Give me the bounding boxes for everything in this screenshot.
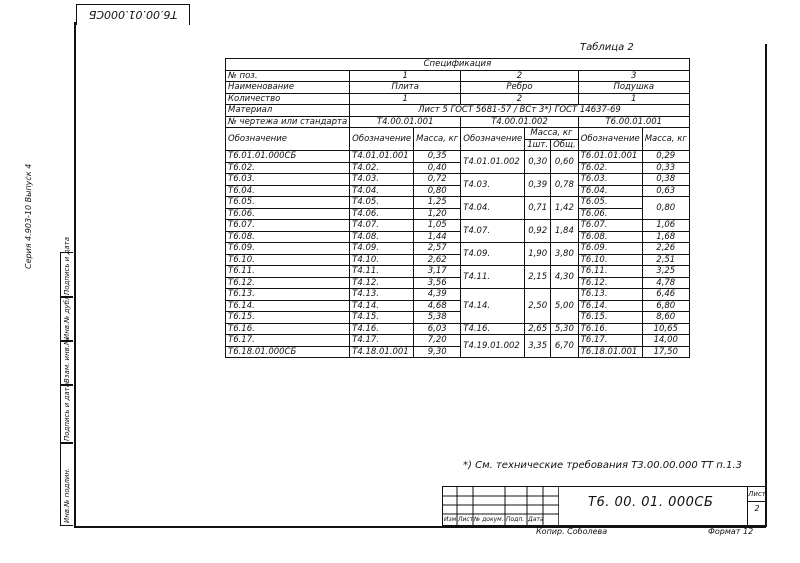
plate-code: Т4.12.: [350, 277, 414, 289]
plate-code: Т4.18.01.001: [350, 346, 414, 358]
plate-code: Т4.09.: [350, 243, 414, 255]
pad-mass: 0,80: [642, 197, 689, 220]
pad-mass: 3,25: [642, 266, 689, 278]
table-row: [226, 266, 690, 278]
side-stamp-box: [60, 442, 73, 526]
table-caption: Таблица 2: [580, 42, 634, 53]
assembly-code: Т6.08.: [226, 231, 350, 243]
plate-mass: 2,62: [414, 254, 461, 266]
pad-mass: 10,65: [642, 323, 689, 335]
title-block-col-label: № докум.: [474, 516, 504, 523]
pad-code: Т6.18.01.001: [578, 346, 642, 358]
title-block: [442, 486, 767, 526]
rib-mass-one: 2,15: [525, 266, 551, 289]
plate-mass: 4,39: [414, 289, 461, 301]
drawing-row-1: Т4.00.01.001: [350, 116, 461, 128]
rib-code: Т4.11.: [461, 266, 525, 289]
plate-code: Т4.16.: [350, 323, 414, 335]
title-block-col-label: Подп.: [506, 516, 525, 523]
pad-mass: 1,06: [642, 220, 689, 232]
plate-mass: 9,30: [414, 346, 461, 358]
sheet-label: Лист: [748, 487, 766, 502]
plate-mass: 6,03: [414, 323, 461, 335]
rib-mass-total: 3,80: [551, 243, 579, 266]
material-row: [226, 105, 690, 117]
frame-bottom: [74, 526, 766, 528]
assembly-code: Т6.04.: [226, 185, 350, 197]
plate-code: Т4.11.: [350, 266, 414, 278]
plate-code: Т4.04.: [350, 185, 414, 197]
pad-mass: 6,46: [642, 289, 689, 301]
spec-table: [225, 58, 690, 358]
rib-mass-total: 5,00: [551, 289, 579, 324]
table-row: [226, 346, 690, 358]
rib-code: Т4.04.: [461, 197, 525, 220]
side-stamp-box: [60, 237, 73, 298]
sheet-number: 2: [754, 504, 760, 513]
rib-code: Т4.09.: [461, 243, 525, 266]
plate-mass: 2,57: [414, 243, 461, 255]
document-code: Т6. 00. 01. 000СБ: [588, 495, 714, 510]
rib-mass-total: 0,78: [551, 174, 579, 197]
rib-mass-one: 0,71: [525, 197, 551, 220]
pos-row-label: № поз.: [226, 70, 350, 82]
frame-right: [765, 44, 767, 527]
rib-code: Т4.07.: [461, 220, 525, 243]
table-row: [226, 231, 690, 243]
table-row: [226, 254, 690, 266]
table-row: [226, 243, 690, 255]
col-pad-mass: Масса, кг: [642, 128, 689, 151]
table-row: [226, 151, 690, 163]
drawing-row-label: № чертежа или стандарта: [226, 116, 350, 128]
pos-row-1: 1: [350, 70, 461, 82]
pad-code: Т6.09.: [578, 243, 642, 255]
footnote: *) См. технические требования Т3.00.00.000 ТТ п.1.3: [463, 460, 742, 471]
frame-left: [74, 22, 76, 527]
drawing-row-2: Т4.00.01.002: [461, 116, 578, 128]
pad-mass: 0,63: [642, 185, 689, 197]
assembly-code: Т6.15.: [226, 312, 350, 324]
rib-mass-total: 6,70: [551, 335, 579, 358]
plate-mass: 0,80: [414, 185, 461, 197]
table-row: [226, 220, 690, 232]
pad-code: Т6.04.: [578, 185, 642, 197]
plate-mass: 3,17: [414, 266, 461, 278]
plate-code: Т4.01.01.001: [350, 151, 414, 163]
rib-mass-total: 0,60: [551, 151, 579, 174]
col-plate-code: Обозначение: [350, 128, 414, 151]
col-pad-code: Обозначение: [578, 128, 642, 151]
column-header-row: [226, 128, 690, 140]
top-stamp: Т6.00.01.000СБ: [76, 4, 190, 25]
pad-code: Т6.15.: [578, 312, 642, 324]
plate-mass: 1,05: [414, 220, 461, 232]
table-row: [226, 185, 690, 197]
plate-mass: 1,20: [414, 208, 461, 220]
assembly-code: Т6.05.: [226, 197, 350, 209]
col-rib-mass: Масса, кг: [525, 128, 578, 140]
assembly-code: Т6.11.: [226, 266, 350, 278]
pad-code: Т6.07.: [578, 220, 642, 232]
pad-mass: 0,29: [642, 151, 689, 163]
side-stamp-label: Подпись и дата: [63, 383, 71, 441]
table-row: [226, 289, 690, 301]
name-row-1: Плита: [350, 82, 461, 94]
rib-code: Т4.16.: [461, 323, 525, 335]
rib-code: Т4.03.: [461, 174, 525, 197]
side-stamp-box: [60, 384, 73, 444]
plate-code: Т4.14.: [350, 300, 414, 312]
drawing-row: [226, 116, 690, 128]
rib-mass-total: 5,30: [551, 323, 579, 335]
pad-mass: 0,33: [642, 162, 689, 174]
side-stamp-box: [60, 293, 73, 342]
table-row: [226, 335, 690, 347]
plate-mass: 1,25: [414, 197, 461, 209]
qty-row-3: 1: [578, 93, 689, 105]
assembly-code: Т6.02.: [226, 162, 350, 174]
pad-code: Т6.03.: [578, 174, 642, 186]
plate-mass: 4,68: [414, 300, 461, 312]
rib-mass-total: 1,42: [551, 197, 579, 220]
pad-code: Т6.14.: [578, 300, 642, 312]
table-row: [226, 323, 690, 335]
plate-code: Т4.10.: [350, 254, 414, 266]
pos-row-3: 3: [578, 70, 689, 82]
col-rib-code: Обозначение: [461, 128, 525, 151]
rib-mass-one: 1,90: [525, 243, 551, 266]
pad-mass: 17,50: [642, 346, 689, 358]
title-block-col-label: Лист: [458, 516, 474, 523]
pad-mass: 2,26: [642, 243, 689, 255]
pad-mass: 0,38: [642, 174, 689, 186]
plate-code: Т4.08.: [350, 231, 414, 243]
plate-mass: 0,40: [414, 162, 461, 174]
pad-mass: 4,78: [642, 277, 689, 289]
plate-code: Т4.17.: [350, 335, 414, 347]
table-row: [226, 300, 690, 312]
qty-row-2: 2: [461, 93, 578, 105]
pos-row-2: 2: [461, 70, 578, 82]
assembly-code: Т6.13.: [226, 289, 350, 301]
col-assembly: Обозначение: [226, 128, 350, 151]
pad-code: Т6.17.: [578, 335, 642, 347]
rib-mass-one: 3,35: [525, 335, 551, 358]
pad-code: Т6.08.: [578, 231, 642, 243]
pad-code: Т6.05.: [578, 197, 642, 209]
assembly-code: Т6.18.01.000СБ: [226, 346, 350, 358]
table-row: [226, 312, 690, 324]
pad-code: Т6.06.: [578, 208, 642, 220]
table-row: [226, 162, 690, 174]
pad-mass: 6,80: [642, 300, 689, 312]
assembly-code: Т6.09.: [226, 243, 350, 255]
table-row: [226, 208, 690, 220]
assembly-code: Т6.03.: [226, 174, 350, 186]
plate-mass: 0,35: [414, 151, 461, 163]
side-stamp-box: [60, 337, 73, 386]
plate-mass: 0,72: [414, 174, 461, 186]
plate-code: Т4.06.: [350, 208, 414, 220]
pad-code: Т6.13.: [578, 289, 642, 301]
pad-mass: 8,60: [642, 312, 689, 324]
col-rib-mass-total: Общ.: [551, 139, 579, 151]
side-stamp-label: Взам. инв.№: [63, 337, 71, 383]
rib-mass-one: 2,65: [525, 323, 551, 335]
col-rib-mass-one: 1шт.: [525, 139, 551, 151]
pos-row: [226, 70, 690, 82]
rib-mass-one: 2,50: [525, 289, 551, 324]
plate-mass: 3,56: [414, 277, 461, 289]
sheet-cell: [747, 487, 766, 525]
pad-code: Т6.02.: [578, 162, 642, 174]
rib-mass-total: 1,84: [551, 220, 579, 243]
rib-code: Т4.19.01.002: [461, 335, 525, 358]
assembly-code: Т6.17.: [226, 335, 350, 347]
pad-code: Т6.10.: [578, 254, 642, 266]
table-row: [226, 197, 690, 209]
plate-code: Т4.03.: [350, 174, 414, 186]
plate-code: Т4.07.: [350, 220, 414, 232]
side-stamp-label: Инв.№ дубл.: [63, 293, 71, 339]
assembly-code: Т6.06.: [226, 208, 350, 220]
pad-mass: 1,68: [642, 231, 689, 243]
drawing-row-3: Т6.00.01.001: [578, 116, 689, 128]
assembly-code: Т6.14.: [226, 300, 350, 312]
name-row-label: Наименование: [226, 82, 350, 94]
side-stamp-label: Подпись и дата: [63, 237, 71, 295]
pad-code: Т6.11.: [578, 266, 642, 278]
assembly-code: Т6.10.: [226, 254, 350, 266]
pad-code: Т6.16.: [578, 323, 642, 335]
title-block-col-label: Изм: [444, 516, 457, 523]
name-row-3: Подушка: [578, 82, 689, 94]
assembly-code: Т6.12.: [226, 277, 350, 289]
material-label: Материал: [226, 105, 350, 117]
plate-code: Т4.13.: [350, 289, 414, 301]
qty-row-label: Количество: [226, 93, 350, 105]
rib-mass-total: 4,30: [551, 266, 579, 289]
qty-row: [226, 93, 690, 105]
plate-code: Т4.05.: [350, 197, 414, 209]
rib-code: Т4.01.01.002: [461, 151, 525, 174]
name-row: [226, 82, 690, 94]
material-value: Лист 5 ГОСТ 5681-57 / ВСт 3*) ГОСТ 14637-69: [350, 105, 690, 117]
pad-code: Т6.01.01.001: [578, 151, 642, 163]
rib-mass-one: 0,30: [525, 151, 551, 174]
pad-mass: 14,00: [642, 335, 689, 347]
assembly-code: Т6.07.: [226, 220, 350, 232]
side-stamp-label: Инв.№ подлин.: [63, 467, 71, 523]
pad-code: Т6.12.: [578, 277, 642, 289]
plate-code: Т4.15.: [350, 312, 414, 324]
plate-mass: 7,20: [414, 335, 461, 347]
assembly-code: Т6.16.: [226, 323, 350, 335]
rib-code: Т4.14.: [461, 289, 525, 324]
title-block-col-label: Дата: [528, 516, 544, 523]
table-row: [226, 277, 690, 289]
copied-by: Копир. Соболева: [536, 527, 608, 536]
plate-code: Т4.02.: [350, 162, 414, 174]
plate-mass: 1,44: [414, 231, 461, 243]
series-label: Серия 4.903-10 Выпуск 4: [24, 163, 33, 269]
rib-mass-one: 0,92: [525, 220, 551, 243]
table-row: [226, 174, 690, 186]
qty-row-1: 1: [350, 93, 461, 105]
rib-mass-one: 0,39: [525, 174, 551, 197]
name-row-2: Ребро: [461, 82, 578, 94]
pad-mass: 2,51: [642, 254, 689, 266]
col-plate-mass: Масса, кг: [414, 128, 461, 151]
spec-title: Спецификация: [226, 59, 690, 71]
format-label: Формат 12: [708, 527, 754, 536]
assembly-code: Т6.01.01.000СБ: [226, 151, 350, 163]
plate-mass: 5,38: [414, 312, 461, 324]
